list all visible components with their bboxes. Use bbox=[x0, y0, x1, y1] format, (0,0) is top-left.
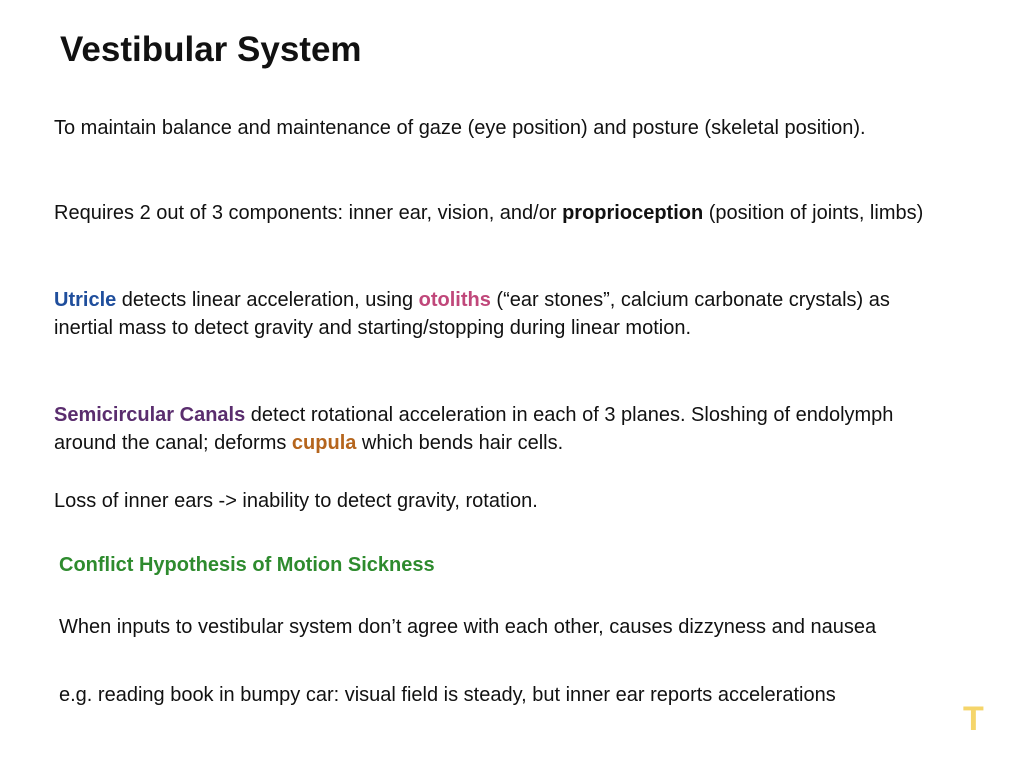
example-paragraph: e.g. reading book in bumpy car: visual field is steady, but inner ear reports accelerations bbox=[59, 684, 836, 706]
otoliths-text: (“ear stones”, calcium carbonate crystals) as inertial mass to detect gravity and starting/stopping during linear motion. bbox=[54, 289, 890, 339]
canals-paragraph bbox=[54, 401, 954, 457]
cupula-term: cupula bbox=[291, 432, 357, 454]
canals-text: detect rotational acceleration in each of 3 planes. Sloshing of endolymph around the canal; deforms bbox=[54, 404, 894, 454]
purpose-paragraph: To maintain balance and maintenance of gaze (eye position) and posture (skeletal position). bbox=[54, 117, 866, 139]
conflict-definition-paragraph: When inputs to vestibular system don’t agree with each other, causes dizzyness and nausea bbox=[59, 616, 877, 638]
cupula-text: which bends hair cells. bbox=[356, 432, 564, 454]
proprioception-term: proprioception bbox=[562, 202, 704, 224]
semicircular-canals-term: Semicircular Canals bbox=[54, 404, 246, 426]
otoliths-term: otoliths bbox=[418, 289, 491, 311]
utricle-term: Utricle bbox=[54, 289, 117, 311]
conflict-hypothesis-heading: Conflict Hypothesis of Motion Sickness bbox=[59, 554, 435, 576]
requirements-paragraph bbox=[54, 199, 954, 227]
loss-paragraph: Loss of inner ears -> inability to detect gravity, rotation. bbox=[54, 490, 538, 512]
requirements-text: Requires 2 out of 3 components: inner ear, vision, and/or bbox=[54, 202, 563, 224]
logo-letter: T bbox=[963, 700, 984, 738]
slide-title: Vestibular System bbox=[60, 30, 362, 69]
requirements-text-end: (position of joints, limbs) bbox=[703, 202, 924, 224]
utricle-paragraph bbox=[54, 286, 954, 342]
utricle-text: detects linear acceleration, using bbox=[116, 289, 419, 311]
